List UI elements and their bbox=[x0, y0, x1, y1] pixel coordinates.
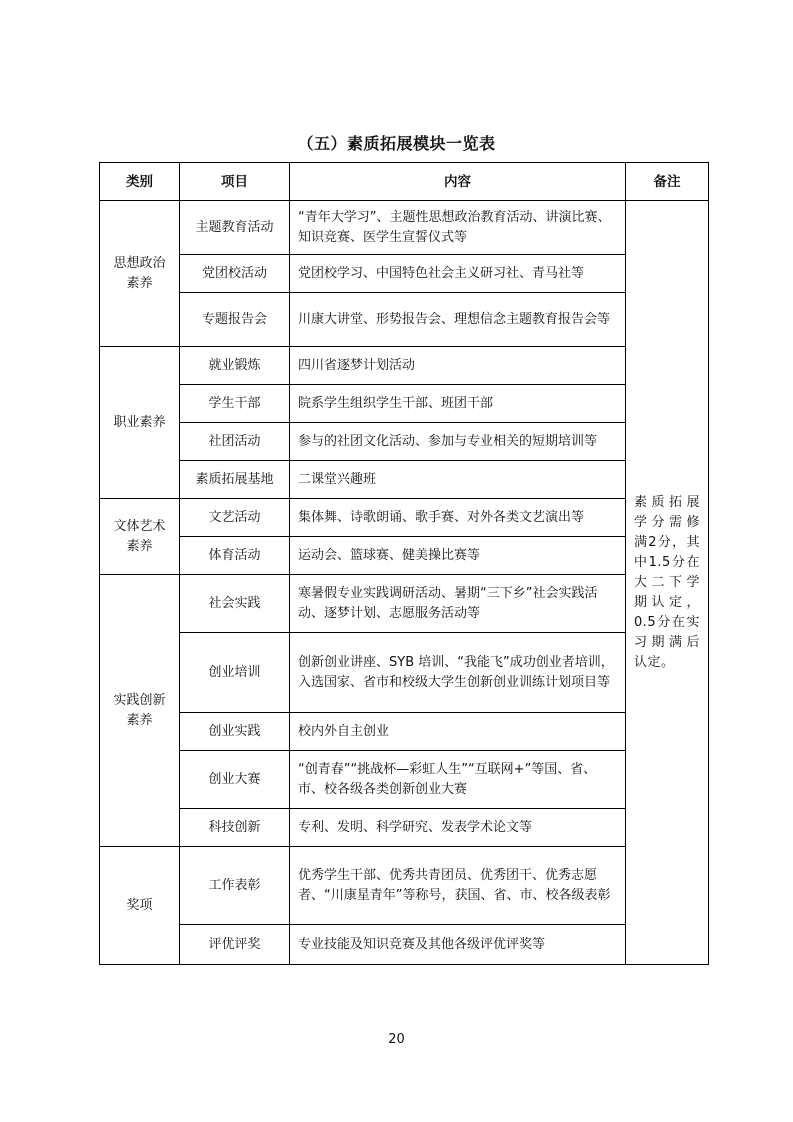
item-cell: 体育活动 bbox=[180, 537, 290, 575]
content-cell: 参与的社团文化活动、参加与专业相关的短期培训等 bbox=[290, 423, 626, 461]
content-cell: “青年大学习”、主题性思想政治教育活动、讲演比赛、知识竞赛、医学生宣誓仪式等 bbox=[290, 201, 626, 255]
table-row bbox=[100, 347, 709, 385]
table-row bbox=[100, 847, 709, 925]
content-cell: 专利、发明、科学研究、发表学术论文等 bbox=[290, 809, 626, 847]
table-row bbox=[100, 925, 709, 965]
item-cell: 学生干部 bbox=[180, 385, 290, 423]
category-cell: 职业素养 bbox=[100, 347, 180, 499]
header-content: 内容 bbox=[290, 163, 626, 201]
table-row bbox=[100, 461, 709, 499]
table-row bbox=[100, 293, 709, 347]
item-cell: 就业锻炼 bbox=[180, 347, 290, 385]
table-title: （五）素质拓展模块一览表 bbox=[297, 134, 496, 153]
table-row bbox=[100, 751, 709, 809]
header-item: 项目 bbox=[180, 163, 290, 201]
item-cell: 创业大赛 bbox=[180, 751, 290, 809]
category-cell: 文体艺术素养 bbox=[100, 499, 180, 575]
table-row bbox=[100, 499, 709, 537]
item-cell: 专题报告会 bbox=[180, 293, 290, 347]
item-cell: 党团校活动 bbox=[180, 255, 290, 293]
item-cell: 文艺活动 bbox=[180, 499, 290, 537]
content-cell: 集体舞、诗歌朗诵、歌手赛、对外各类文艺演出等 bbox=[290, 499, 626, 537]
content-cell: 二课堂兴趣班 bbox=[290, 461, 626, 499]
table-row bbox=[100, 201, 709, 255]
table-row bbox=[100, 385, 709, 423]
item-cell: 工作表彰 bbox=[180, 847, 290, 925]
header-row bbox=[100, 163, 709, 201]
table-row bbox=[100, 575, 709, 633]
item-cell: 评优评奖 bbox=[180, 925, 290, 965]
content-cell: 专业技能及知识竞赛及其他各级评优评奖等 bbox=[290, 925, 626, 965]
item-cell: 社会实践 bbox=[180, 575, 290, 633]
content-cell: 院系学生组织学生干部、班团干部 bbox=[290, 385, 626, 423]
content-cell: 四川省逐梦计划活动 bbox=[290, 347, 626, 385]
content-cell: “创青春”“挑战杯—彩虹人生”“互联网+”等国、省、市、校各级各类创新创业大赛 bbox=[290, 751, 626, 809]
table-row bbox=[100, 423, 709, 461]
note-cell: 素质拓展学分需修满2分，其中1.5分在大二下学期认定，0.5分在实习期满后认定。 bbox=[626, 201, 709, 965]
category-cell: 奖项 bbox=[100, 847, 180, 965]
item-cell: 科技创新 bbox=[180, 809, 290, 847]
header-note: 备注 bbox=[626, 163, 709, 201]
content-cell: 运动会、篮球赛、健美操比赛等 bbox=[290, 537, 626, 575]
page-number: 20 bbox=[388, 1032, 405, 1047]
category-cell: 实践创新素养 bbox=[100, 575, 180, 847]
table-row bbox=[100, 255, 709, 293]
table-row bbox=[100, 537, 709, 575]
item-cell: 创业培训 bbox=[180, 633, 290, 713]
table-row bbox=[100, 633, 709, 713]
content-cell: 川康大讲堂、形势报告会、理想信念主题教育报告会等 bbox=[290, 293, 626, 347]
table-row bbox=[100, 809, 709, 847]
quality-module-table bbox=[99, 162, 709, 965]
item-cell: 创业实践 bbox=[180, 713, 290, 751]
content-cell: 党团校学习、中国特色社会主义研习社、青马社等 bbox=[290, 255, 626, 293]
table-row bbox=[100, 713, 709, 751]
header-category: 类别 bbox=[100, 163, 180, 201]
item-cell: 主题教育活动 bbox=[180, 201, 290, 255]
content-cell: 寒暑假专业实践调研活动、暑期“三下乡”社会实践活动、逐梦计划、志愿服务活动等 bbox=[290, 575, 626, 633]
content-cell: 校内外自主创业 bbox=[290, 713, 626, 751]
content-cell: 优秀学生干部、优秀共青团员、优秀团干、优秀志愿者、“川康星青年”等称号，获国、省、市、校各级表彰 bbox=[290, 847, 626, 925]
content-cell: 创新创业讲座、SYB 培训、“我能飞”成功创业者培训，入选国家、省市和校级大学生创新创业训练计划项目等 bbox=[290, 633, 626, 713]
item-cell: 社团活动 bbox=[180, 423, 290, 461]
category-cell: 思想政治素养 bbox=[100, 201, 180, 347]
item-cell: 素质拓展基地 bbox=[180, 461, 290, 499]
